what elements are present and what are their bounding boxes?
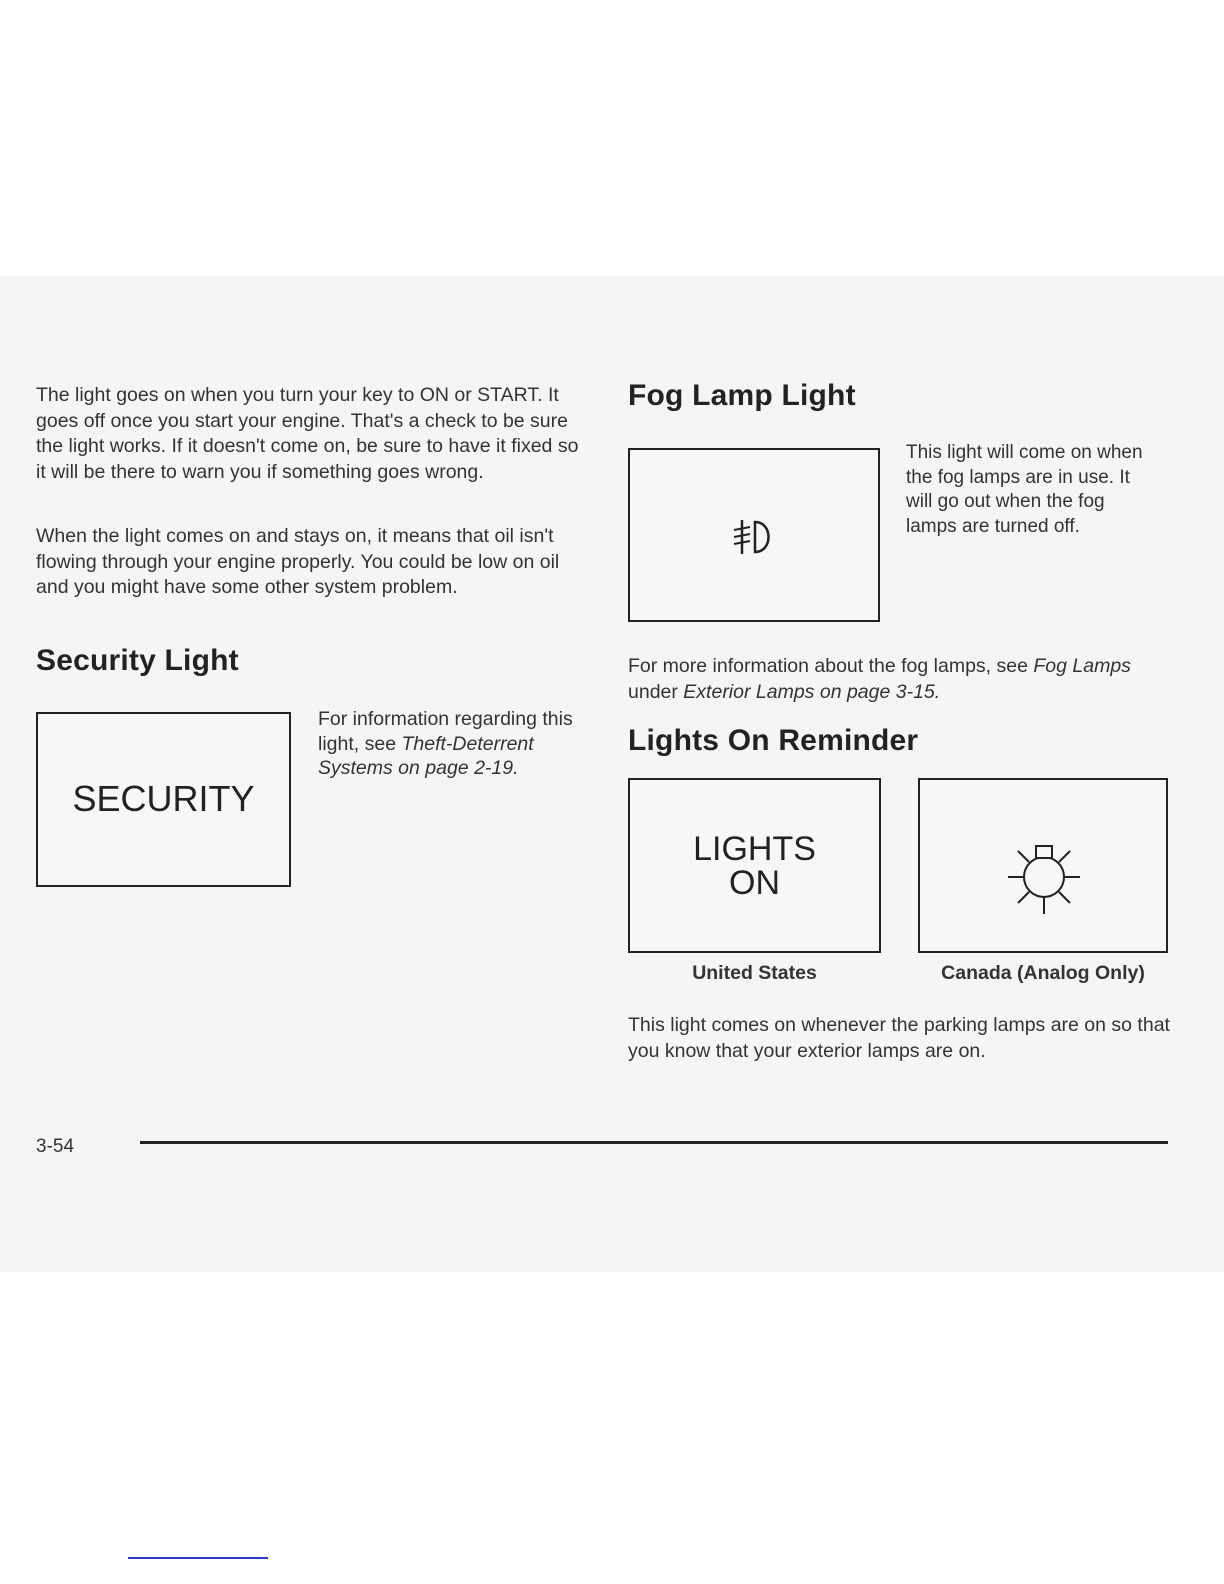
lights-on-text-line-2: ON [729, 864, 780, 902]
intro-paragraph-1: The light goes on when you turn your key to ON or START. It goes off once you start your engine. That's a check to be sure the light works. If it doesn't come on, be sure to have it fixed so it will be there to warn you if something goes wrong. [36, 384, 579, 483]
fog-more-mid: under [628, 680, 678, 703]
intro-paragraph-2: When the light comes on and stays on, it means that oil isn't flowing through your engine properly. You could be low on oil and you might have some other system problem. [36, 525, 560, 598]
lights-on-text-line-1: LIGHTS [693, 830, 816, 868]
fog-lamp-indicator [628, 448, 880, 622]
footer-rule [140, 1141, 1168, 1144]
exterior-lamps-link[interactable]: Exterior Lamps on page 3-15. [683, 680, 941, 703]
bottom-link-line [128, 1557, 268, 1559]
headlamp-icon [994, 822, 1094, 922]
page-number: 3-54 [36, 1136, 75, 1157]
fog-more-prefix: For more information about the fog lamps, see [628, 655, 1028, 677]
fog-lamp-light-heading: Fog Lamp Light [628, 379, 856, 412]
lights-on-reminder-heading: Lights On Reminder [628, 724, 919, 757]
canada-caption: Canada (Analog Only) [941, 962, 1145, 984]
security-indicator-text: SECURITY [72, 778, 255, 819]
fog-lamp-description: This light will come on when the fog lamps are in use. It will go out when the fog lamps are turned off. [906, 442, 1143, 537]
lights-on-description: This light comes on whenever the parking lamps are on so that you know that your exterior lamps are on. [628, 1014, 1170, 1062]
security-desc-prefix: For information regarding this light, see [318, 708, 573, 755]
lights-on-us-indicator [628, 778, 881, 953]
theft-deterrent-link[interactable]: Theft-Deterrent Systems on page 2-19. [318, 732, 534, 779]
fog-lamp-icon [728, 512, 778, 562]
security-description [318, 707, 578, 781]
fog-more-info [628, 654, 1168, 705]
united-states-caption: United States [692, 962, 817, 984]
security-indicator [36, 712, 291, 887]
lights-on-canada-indicator [918, 778, 1168, 953]
security-light-heading: Security Light [36, 644, 239, 677]
fog-lamps-link[interactable]: Fog Lamps [1033, 655, 1131, 677]
